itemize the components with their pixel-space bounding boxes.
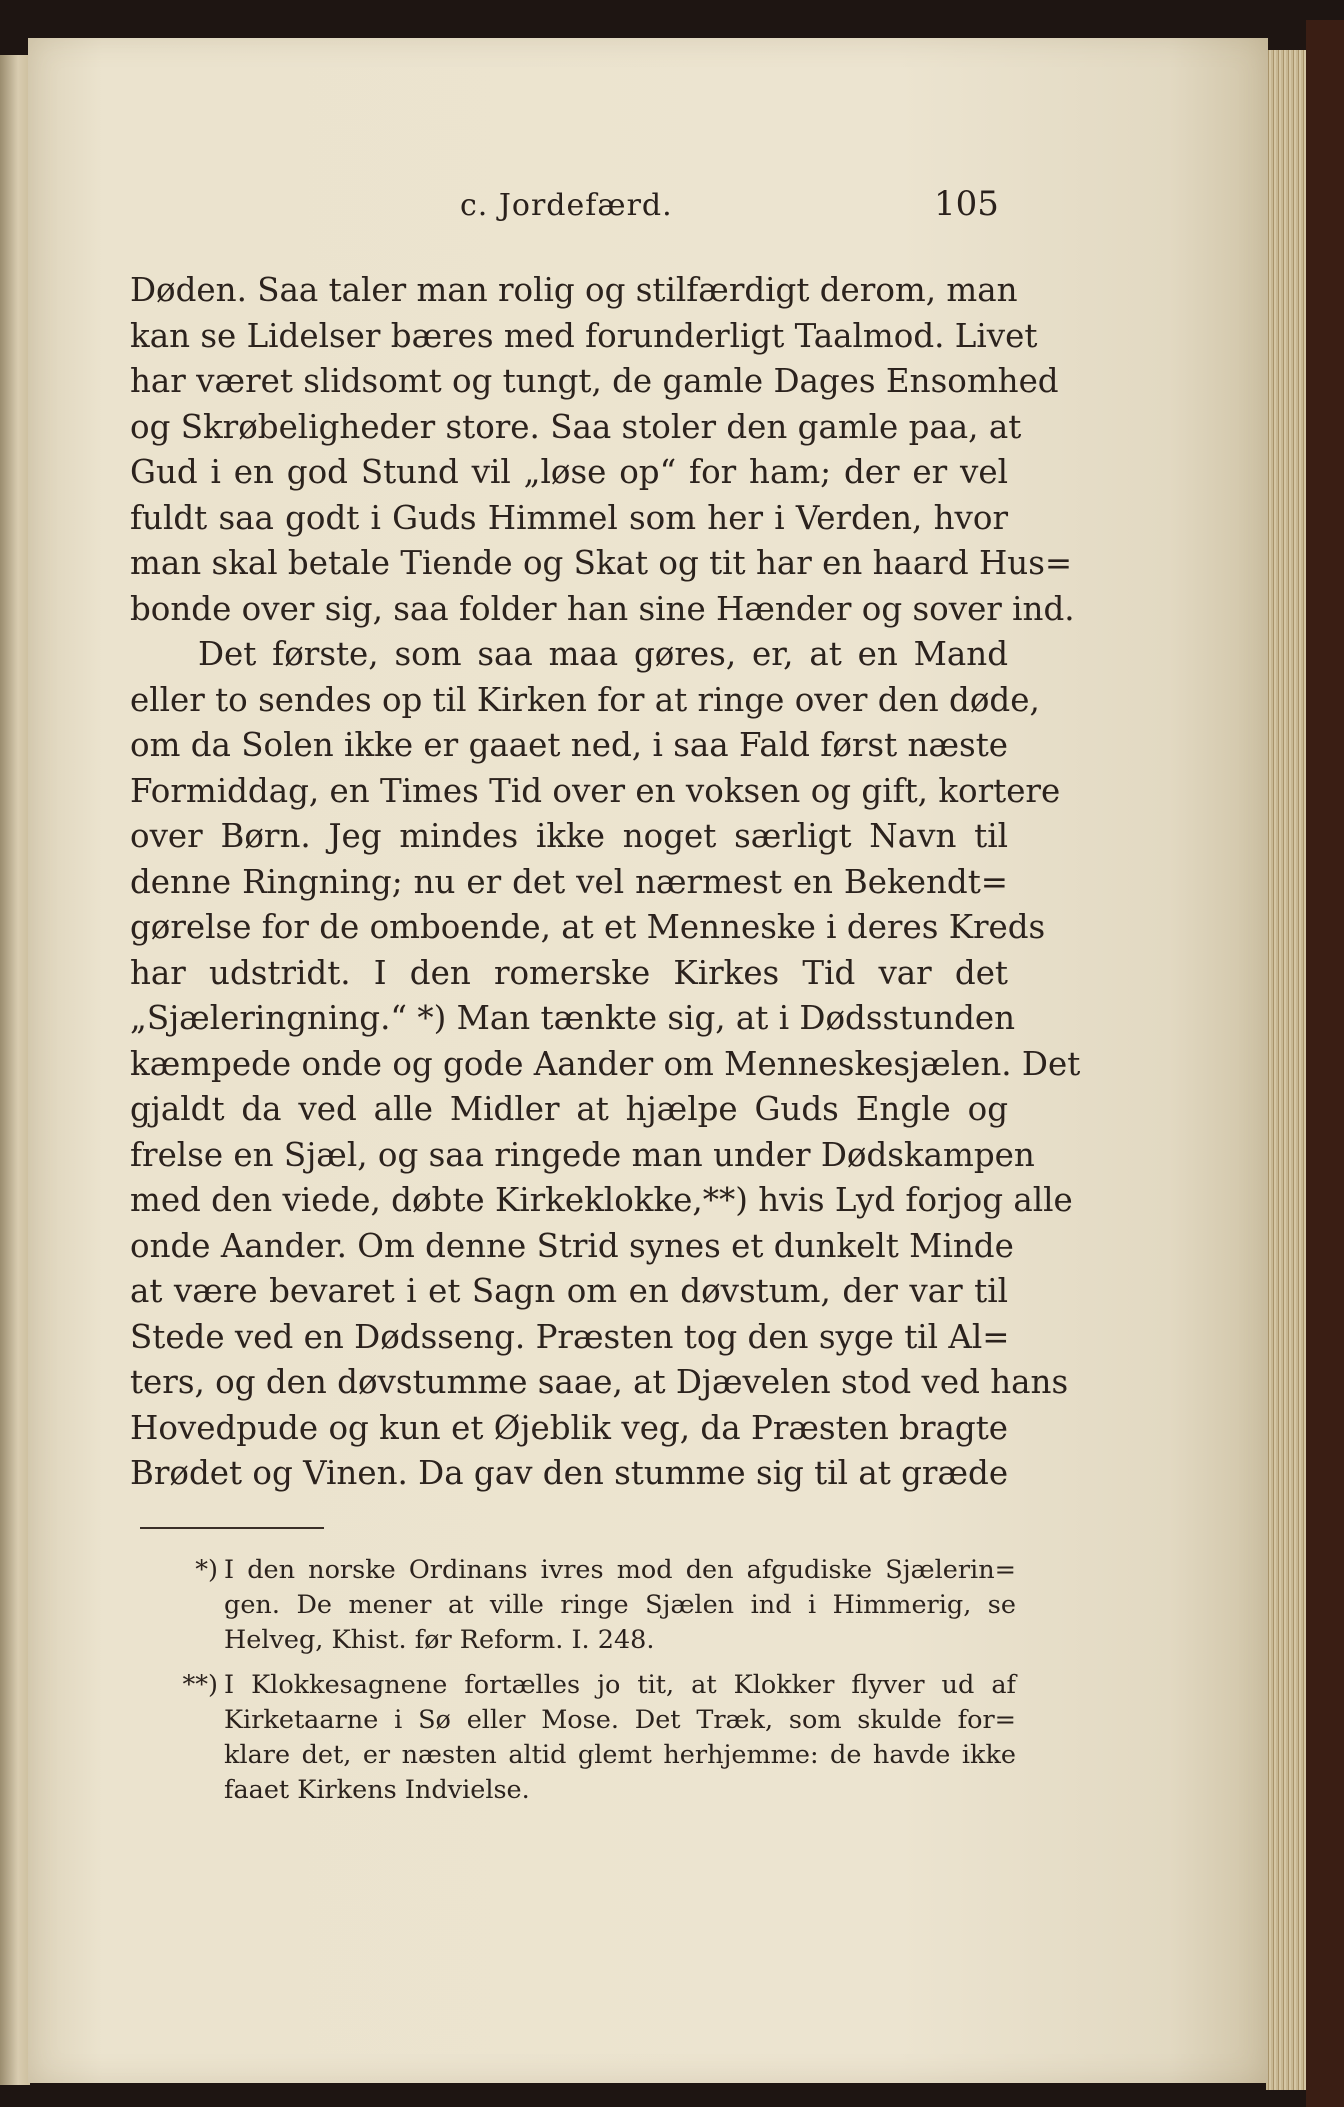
footnote-line: gen. De mener at ville ringe Sjælen ind i Himmerig, se [224, 1590, 1016, 1620]
text-line: om da Solen ikke er gaaet ned, i saa Fald først næste [130, 726, 1008, 764]
text-line: man skal betale Tiende og Skat og tit har en haard Hus= [130, 544, 1073, 582]
footnote-separator [140, 1527, 324, 1529]
text-line: Det første, som saa maa gøres, er, at en Mand [198, 635, 1008, 673]
text-line: frelse en Sjæl, og saa ringede man under Dødskampen [130, 1135, 1035, 1174]
footnote-marker: **) [182, 1670, 218, 1700]
text-line: kæmpede onde og gode Aander om Menneskesjælen. Det [130, 1044, 1081, 1083]
text-line: kan se Lidelser bæres med forunderligt Taalmod. Livet [130, 316, 1038, 355]
running-title: c. Jordefærd. [460, 188, 673, 223]
text-line: Stede ved en Dødsseng. Præsten tog den syge til Al= [130, 1317, 1010, 1356]
text-line: Døden. Saa taler man rolig og stilfærdigt derom, man [130, 271, 1018, 309]
text-line: Gud i en god Stund vil „løse op“ for ham; der er vel [130, 453, 1008, 491]
text-line: gjaldt da ved alle Midler at hjælpe Guds Engle og [130, 1090, 1008, 1128]
text-line: Hovedpude og kun et Øjeblik veg, da Præsten bragte [130, 1408, 1008, 1447]
footnote [140, 1553, 1016, 1658]
text-line: bonde over sig, saa folder han sine Hænder og sover ind. [130, 589, 1075, 628]
text-line: denne Ringning; nu er det vel nærmest en Bekendt= [130, 862, 1008, 901]
footnote-marker: *) [195, 1555, 218, 1585]
text-line: at være bevaret i et Sagn om en døvstum, der var til [130, 1272, 1008, 1310]
footnote [140, 1668, 1016, 1808]
footnote-line: Kirketaarne i Sø eller Mose. Det Træk, som skulde for= [224, 1705, 1016, 1735]
text-line: gørelse for de omboende, at et Menneske i deres Kreds [130, 908, 1046, 946]
page-stack-edge [1266, 50, 1306, 2090]
text-line: har udstridt. I den romerske Kirkes Tid var det [130, 953, 1008, 992]
text-line: med den viede, døbte Kirkeklokke,**) hvis Lyd forjog alle [130, 1181, 1073, 1219]
text-line: over Børn. Jeg mindes ikke noget særligt Navn til [130, 817, 1008, 855]
page-number: 105 [934, 184, 999, 224]
book-cover [1306, 20, 1344, 2107]
text-line: fuldt saa godt i Guds Himmel som her i Verden, hvor [130, 498, 1008, 537]
footnotes [140, 1553, 1016, 1808]
text-line: Formiddag, en Times Tid over en voksen og gift, kortere [130, 771, 1061, 810]
text-line: onde Aander. Om denne Strid synes et dunkelt Minde [130, 1226, 1014, 1265]
body-text [130, 268, 1081, 1497]
footnote-line: I Klokkesagnene fortælles jo tit, at Klokker flyver ud af [224, 1670, 1016, 1700]
footnote-line: klare det, er næsten altid glemt herhjemme: de havde ikke [224, 1740, 1016, 1770]
facing-page-edge [0, 55, 30, 2085]
footnote-line: Helveg, Khist. før Reform. I. 248. [224, 1625, 655, 1655]
text-line: eller to sendes op til Kirken for at ringe over den døde, [130, 680, 1040, 719]
text-line: ters, og den døvstumme saae, at Djævelen stod ved hans [130, 1363, 1069, 1401]
footnote-line: faaet Kirkens Indvielse. [224, 1775, 530, 1805]
text-line: Brødet og Vinen. Da gav den stumme sig til at græde [130, 1454, 1009, 1492]
page-header [0, 184, 1344, 228]
footnote-line: I den norske Ordinans ivres mod den afgudiske Sjælerin= [224, 1555, 1016, 1585]
text-line: har været slidsomt og tungt, de gamle Dages Ensomhed [130, 362, 1059, 400]
text-line: og Skrøbeligheder store. Saa stoler den gamle paa, at [130, 407, 1022, 446]
text-line: „Sjæleringning.“ *) Man tænkte sig, at i Dødsstunden [130, 999, 1016, 1037]
